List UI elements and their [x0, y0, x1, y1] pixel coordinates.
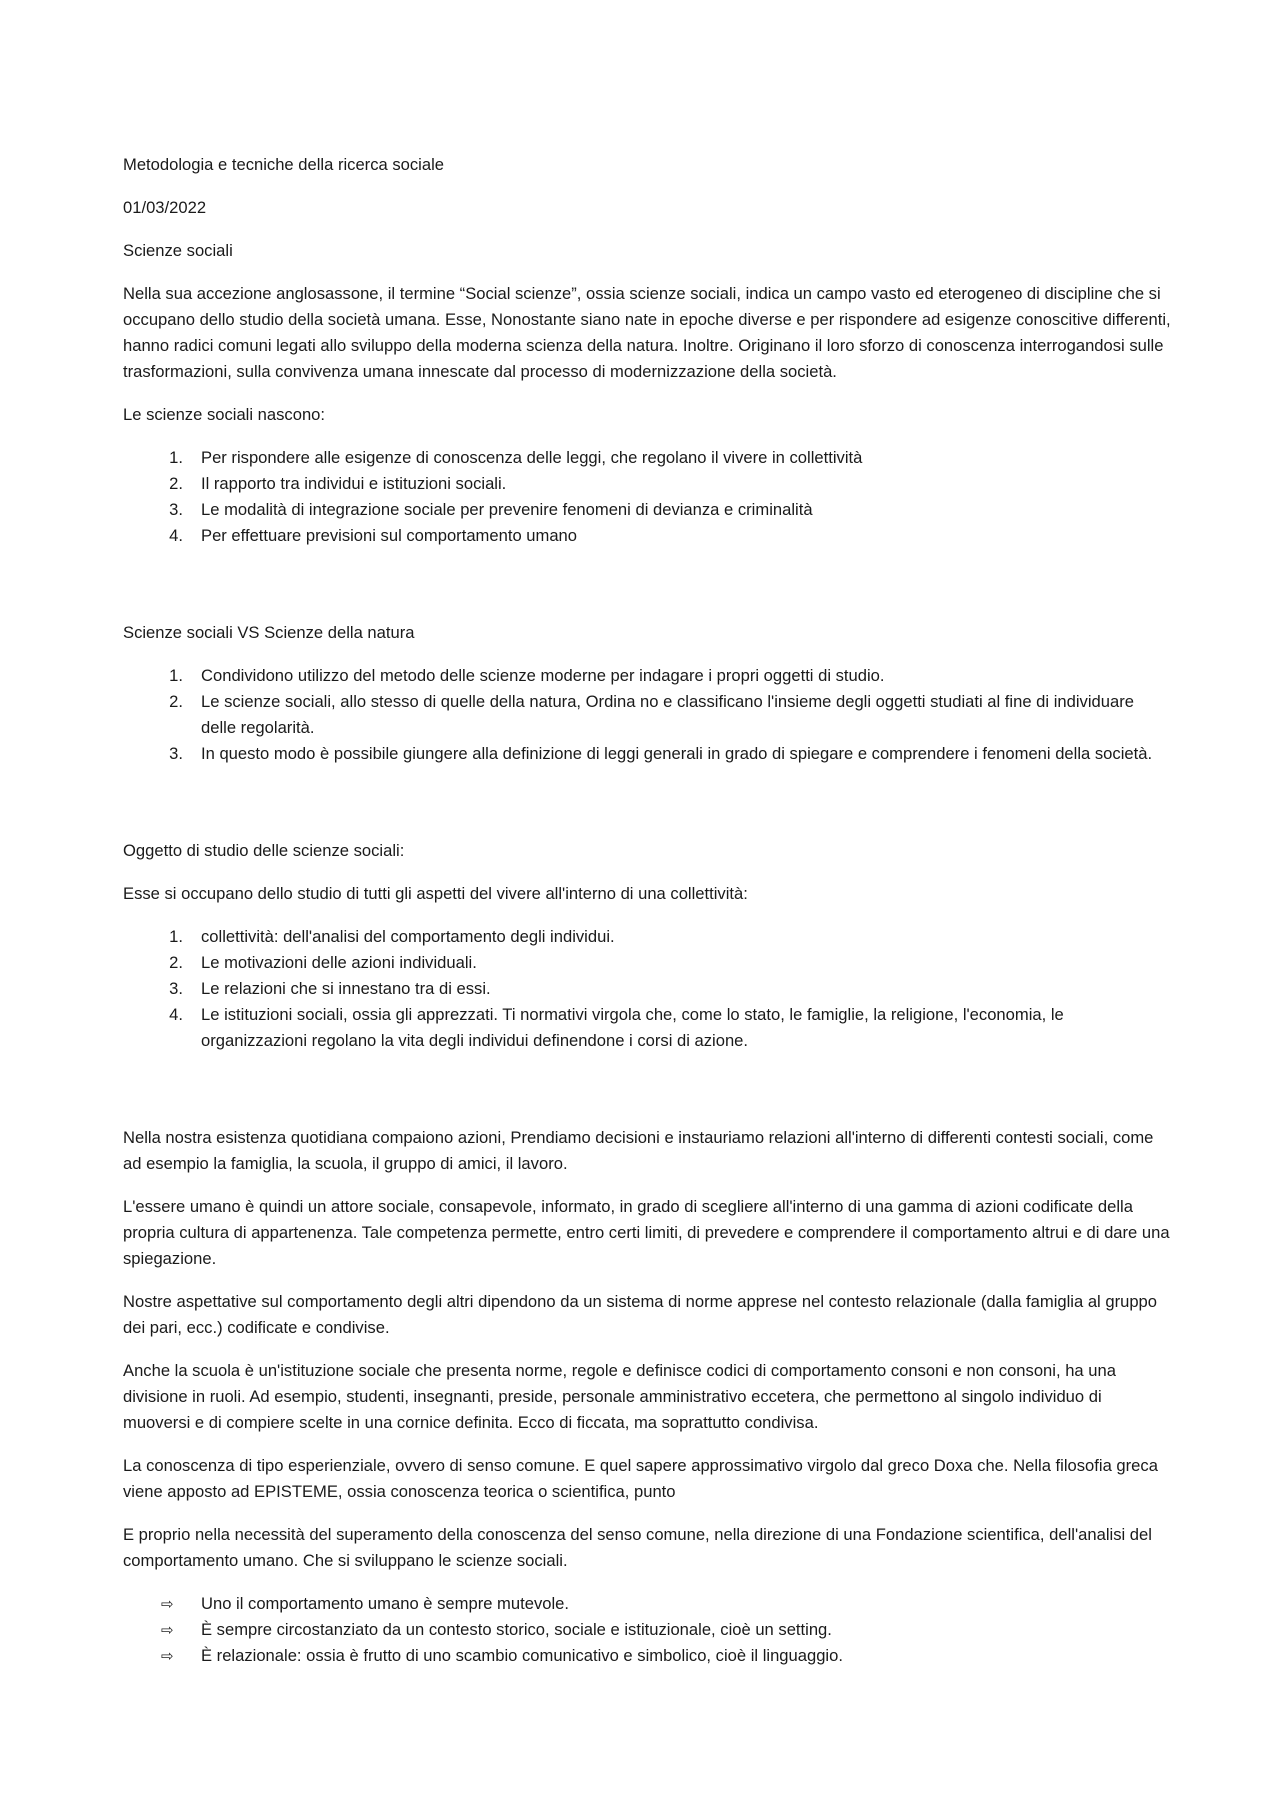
list-text: Le motivazioni delle azioni individuali. — [201, 953, 477, 972]
list-text: Condividono utilizzo del metodo delle scienze moderne per indagare i propri oggetti di studio. — [201, 666, 885, 685]
list-text: È relazionale: ossia è frutto di uno scambio comunicativo e simbolico, cioè il linguaggio. — [201, 1646, 843, 1665]
list-number: 2. — [169, 953, 183, 972]
list-item — [123, 471, 1173, 497]
list-number: 4. — [169, 1005, 183, 1024]
paragraph-scuola: Anche la scuola è un'istituzione sociale che presenta norme, regole e definisce codici di comportamento consoni e non consoni, ha una divisione in ruoli. Ad esempio, studenti, insegnanti, preside, personale amministrativo eccetera, che permettono al singolo individuo di muoversi e di compiere scelte in una cornice definita. Ecco di ficcata, ma soprattutto condivisa. — [123, 1361, 1116, 1432]
section-heading-scienze-sociali: Scienze sociali — [123, 241, 233, 260]
list-item — [123, 663, 1173, 689]
list-intro-oggetto: Esse si occupano dello studio di tutti gli aspetti del vivere all'interno di una collettività: — [123, 884, 748, 903]
list-item — [123, 445, 1173, 471]
paragraph-superamento: E proprio nella necessità del superamento della conoscenza del senso comune, nella direzione di una Fondazione scientifica, dell'analisi del comportamento umano. Che si sviluppano le scienze sociali. — [123, 1525, 1152, 1570]
section-heading-vs: Scienze sociali VS Scienze della natura — [123, 623, 415, 642]
list-item — [123, 1591, 1173, 1617]
list-text: Le istituzioni sociali, ossia gli apprezzati. Ti normativi virgola che, come lo stato, le famiglie, la religione, l'economia, le organizzazioni regolano la vita degli individui definendone i corsi di azione. — [201, 1005, 1064, 1050]
list-number: 1. — [169, 666, 183, 685]
list-item — [123, 1002, 1173, 1054]
list-item — [123, 1617, 1173, 1643]
list-text: Uno il comportamento umano è sempre mutevole. — [201, 1594, 570, 1613]
list-vs — [123, 663, 1173, 767]
arrow-right-icon: ⇨ — [161, 1621, 174, 1639]
list-item — [123, 741, 1173, 767]
paragraph-esistenza: Nella nostra esistenza quotidiana compaiono azioni, Prendiamo decisioni e instauriamo relazioni all'interno di differenti contesti sociali, come ad esempio la famiglia, la scuola, il gruppo di amici, il lavoro. — [123, 1128, 1154, 1173]
list-text: In questo modo è possibile giungere alla definizione di leggi generali in grado di spiegare e comprendere i fenomeni della società. — [201, 744, 1153, 763]
list-text: Il rapporto tra individui e istituzioni sociali. — [201, 474, 507, 493]
list-number: 3. — [169, 500, 183, 519]
paragraph-aspettative: Nostre aspettative sul comportamento degli altri dipendono da un sistema di norme apprese nel contesto relazionale (dalla famiglia al gruppo dei pari, ecc.) codificate e condivise. — [123, 1292, 1158, 1337]
list-text: Per rispondere alle esigenze di conoscenza delle leggi, che regolano il vivere in collettività — [201, 448, 863, 467]
list-text: Le modalità di integrazione sociale per prevenire fenomeni di devianza e criminalità — [201, 500, 813, 519]
list-item — [123, 523, 1173, 549]
list-oggetto — [123, 924, 1173, 1054]
list-text: Le relazioni che si innestano tra di essi. — [201, 979, 491, 998]
list-item — [123, 1643, 1173, 1669]
paragraph-attore-sociale: L'essere umano è quindi un attore sociale, consapevole, informato, in grado di scegliere all'interno di una gamma di azioni codificate della propria cultura di appartenenza. Tale competenza permette, entro certi limiti, di prevedere e comprendere il comportamento altrui e di dare una spiegazione. — [123, 1197, 1170, 1268]
list-number: 1. — [169, 927, 183, 946]
list-nascono — [123, 445, 1173, 549]
list-number: 3. — [169, 744, 183, 763]
list-item — [123, 950, 1173, 976]
list-item — [123, 924, 1173, 950]
paragraph-intro: Nella sua accezione anglosassone, il termine “Social scienze”, ossia scienze sociali, indica un campo vasto ed eterogeneo di discipline che si occupano dello studio della società umana. Esse, Nonostante siano nate in epoche diverse e per rispondere ad esigenze conoscitive differenti, hanno radici comuni legati allo sviluppo della moderna scienza della natura. Inoltre. Originano il loro sforzo di conoscenza interrogandosi sulle trasformazioni, sulla convivenza umana innescate dal processo di modernizzazione della società. — [123, 284, 1171, 381]
paragraph-doxa: La conoscenza di tipo esperienziale, ovvero di senso comune. E quel sapere approssimativo virgolo dal greco Doxa che. Nella filosofia greca viene apposto ad EPISTEME, ossia conoscenza teorica o scientifica, punto — [123, 1456, 1158, 1501]
list-number: 2. — [169, 474, 183, 493]
list-number: 3. — [169, 979, 183, 998]
arrow-right-icon: ⇨ — [161, 1647, 174, 1665]
list-text: collettività: dell'analisi del comportamento degli individui. — [201, 927, 615, 946]
list-text: Le scienze sociali, allo stesso di quelle della natura, Ordina no e classificano l'insieme degli oggetti studiati al fine di individuare delle regolarità. — [201, 692, 1134, 737]
list-text: È sempre circostanziato da un contesto storico, sociale e istituzionale, cioè un setting. — [201, 1620, 832, 1639]
list-intro-nascono: Le scienze sociali nascono: — [123, 405, 326, 424]
section-heading-oggetto: Oggetto di studio delle scienze sociali: — [123, 841, 405, 860]
list-number: 1. — [169, 448, 183, 467]
list-item — [123, 497, 1173, 523]
list-number: 4. — [169, 526, 183, 545]
list-number: 2. — [169, 692, 183, 711]
document-title: Metodologia e tecniche della ricerca sociale — [123, 155, 444, 174]
list-text: Per effettuare previsioni sul comportamento umano — [201, 526, 578, 545]
document-date: 01/03/2022 — [123, 198, 207, 217]
arrow-list — [123, 1591, 1173, 1669]
list-item — [123, 689, 1173, 741]
list-item — [123, 976, 1173, 1002]
document-page — [123, 152, 1173, 1686]
arrow-right-icon: ⇨ — [161, 1595, 174, 1613]
